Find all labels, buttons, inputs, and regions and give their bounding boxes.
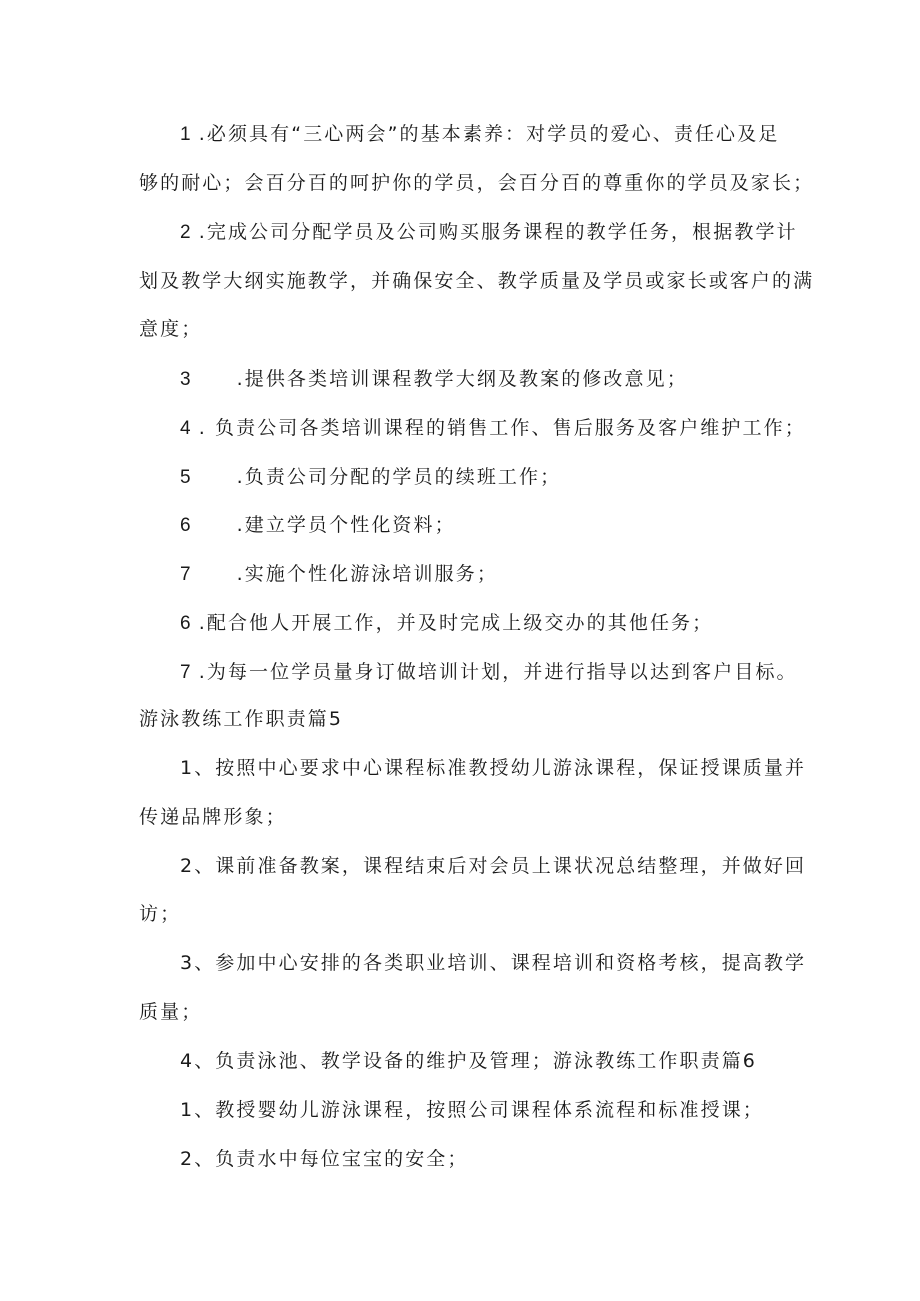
section-b-item-4: 4、负责泳池、教学设备的维护及管理；游泳教练工作职责篇6 xyxy=(180,1050,757,1072)
item-number: 7 xyxy=(180,564,191,585)
item-4 xyxy=(180,415,806,442)
item-2-line-1 xyxy=(180,219,798,246)
item-number: 3 xyxy=(180,369,191,390)
item-text: .完成公司分配学员及公司购买服务课程的教学任务，根据教学计 xyxy=(190,221,798,243)
item-text: .为每一位学员量身订做培训计划，并进行指导以达到客户目标。 xyxy=(190,661,798,683)
item-7 xyxy=(180,561,498,588)
item-2-line-3: 意度； xyxy=(139,318,203,340)
item-text: .提供各类培训课程教学大纲及教案的修改意见； xyxy=(236,368,688,390)
section-b-item-1-line-1: 1、按照中心要求中心课程标准教授幼儿游泳课程，保证授课质量并 xyxy=(180,757,807,779)
section-c-item-2: 2、负责水中每位宝宝的安全； xyxy=(180,1148,469,1170)
item-number: 4 xyxy=(180,418,191,439)
section-b-item-2-line-2: 访； xyxy=(139,903,182,925)
item-text: .负责公司分配的学员的续班工作； xyxy=(236,466,562,488)
item-text: . 负责公司各类培训课程的销售工作、售后服务及客户维护工作； xyxy=(190,417,806,439)
item-number: 7 xyxy=(180,662,191,683)
item-5 xyxy=(180,464,561,491)
item-text: .建立学员个性化资料； xyxy=(236,514,456,536)
item-3 xyxy=(180,366,688,393)
section-b-item-3-line-2: 质量； xyxy=(139,1001,203,1023)
section-heading-5: 游泳教练工作职责篇5 xyxy=(139,708,344,730)
item-text: .配合他人开展工作，并及时完成上级交办的其他任务； xyxy=(190,612,714,634)
section-b-item-2-line-1: 2、课前准备教案，课程结束后对会员上课状况总结整理，并做好回 xyxy=(180,855,807,877)
item-6 xyxy=(180,512,456,539)
item-number: 6 xyxy=(180,613,191,634)
item-number: 2 xyxy=(180,222,191,243)
section-c-item-1: 1、教授婴幼儿游泳课程，按照公司课程体系流程和标准授课； xyxy=(180,1099,764,1121)
section-b-item-3-line-1: 3、参加中心安排的各类职业培训、课程培训和资格考核，提高教学 xyxy=(180,952,807,974)
item-2-line-2: 划及教学大纲实施教学，并确保安全、教学质量及学员或家长或客户的满 xyxy=(139,270,815,292)
item-number: 6 xyxy=(180,515,191,536)
item-number: 1 xyxy=(180,124,191,145)
item-9 xyxy=(180,659,798,686)
item-8 xyxy=(180,610,713,637)
item-text: .实施个性化游泳培训服务； xyxy=(236,563,498,585)
item-text: .必须具有“三心两会”的基本素养：对学员的爱心、责任心及足 xyxy=(190,123,780,145)
item-1-line-1 xyxy=(180,121,779,148)
item-1-line-2: 够的耐心；会百分百的呵护你的学员，会百分百的尊重你的学员及家长； xyxy=(139,172,815,194)
item-number: 5 xyxy=(180,467,191,488)
section-b-item-1-line-2: 传递品牌形象； xyxy=(139,806,287,828)
